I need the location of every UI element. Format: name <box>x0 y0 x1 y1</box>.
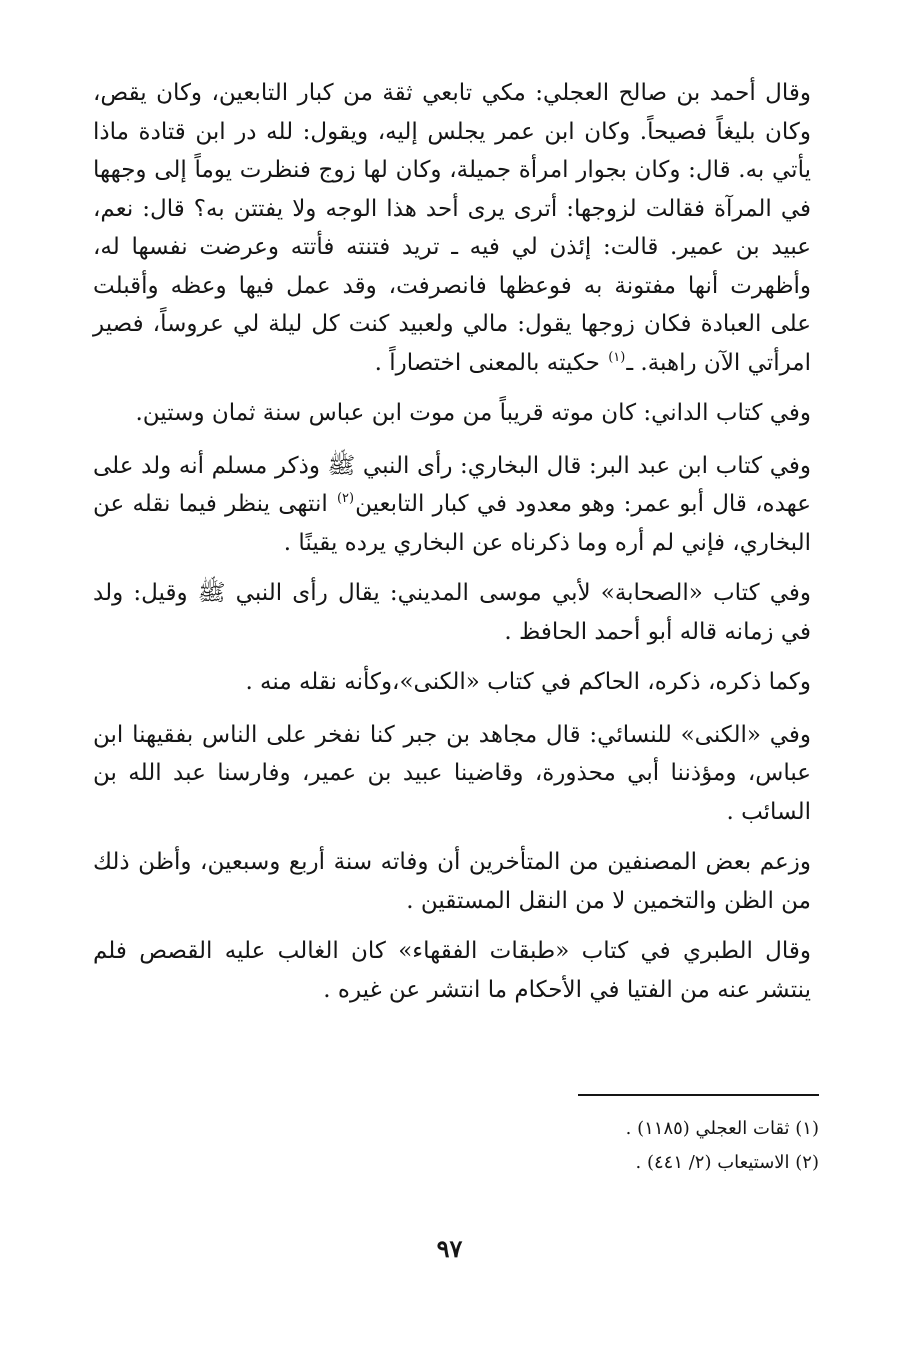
paragraph-dani: وفي كتاب الداني: كان موته قريباً من موت ابن عباس سنة ثمان وستين. <box>135 400 811 426</box>
paragraph-text: وفي كتاب ابن عبد البر: قال البخاري: رأى النبي ﷺ وذكر مسلم أنه ولد على عهده، قال أبو عمر: وهو معدود في كبار التابعين <box>93 452 812 517</box>
paragraph-death-year: وزعم بعض المصنفين من المتأخرين أن وفاته سنة أربع وسبعين، وأظن ذلك من الظن والتخمين لا من النقل المستقين . <box>93 849 811 914</box>
page-number: ٩٧ <box>436 1234 463 1263</box>
footnote-reference-1[interactable]: (١) <box>608 349 626 365</box>
footnote-reference-2[interactable]: (٢) <box>336 491 355 507</box>
footnote-1: (١) ثقات العجلي (١١٨٥) . <box>625 1118 819 1139</box>
paragraph-nasai-kuna: وفي «الكنى» للنسائي: قال مجاهد بن جبر كنا نفخر على الناس بفقيهنا ابن عباس، ومؤذننا أبي محذورة، وقاضينا عبيد بن عمير، وفارسنا عبد الله بن السائب . <box>93 721 811 825</box>
paragraph-text-continued: انتهى ينظر فيما نقله عن البخاري، فإني لم أره وما ذكرناه عن البخاري يرده يقينًا . <box>93 491 811 556</box>
page-body <box>93 74 811 1021</box>
footnote-2: (٢) الاستيعاب (٢/ ٤٤١) . <box>635 1152 819 1173</box>
paragraph-ibn-abd-al-barr <box>93 447 811 563</box>
footnotes <box>419 1112 819 1180</box>
paragraph-sahaba-book: وفي كتاب «الصحابة» لأبي موسى المديني: يقال رأى النبي ﷺ وقيل: ولد في زمانه قاله أبو أحمد الحافظ . <box>93 580 811 645</box>
paragraph-text: وقال أحمد بن صالح العجلي: مكي تابعي ثقة من كبار التابعين، وكان يقص، وكان بليغاً فصيحاً. وكان ابن عمر يجلس إليه، ويقول: لله در ابن قتادة ماذا يأتي به. قال: وكان بجوار امرأة جميلة، وكان لها زوج فنظرت يوماً إلى وجهها في المرآة فقالت لزوجها: أترى يرى أحد هذا الوجه ولا يفتتن به؟ قال: نعم، عبيد بن عمير. قالت: إئذن لي فيه ـ تريد فتنته فأتته وعرضت نفسها له، وأظهرت أنها مفتونة به فوعظها فانصرفت، وقد عمل فيها وعظه وأقبلت على العبادة فكان زوجها يقول: مالي ولعبيد كنت كل ليلة لي عروساً، فصير امرأتي الآن راهبة. ـ <box>93 80 811 376</box>
footnote-divider <box>578 1094 819 1096</box>
paragraph-hakim: وكما ذكره، ذكره، الحاكم في كتاب «الكنى»،وكأنه نقله منه . <box>245 669 811 695</box>
paragraph-ajli-quote <box>93 74 811 382</box>
paragraph-tabari: وقال الطبري في كتاب «طبقات الفقهاء» كان الغالب عليه القصص فلم ينتشر عنه من الفتيا في الأحكام ما انتشر عن غيره . <box>93 938 811 1003</box>
paragraph-text-continued: حكيته بالمعنى اختصاراً . <box>374 349 608 376</box>
